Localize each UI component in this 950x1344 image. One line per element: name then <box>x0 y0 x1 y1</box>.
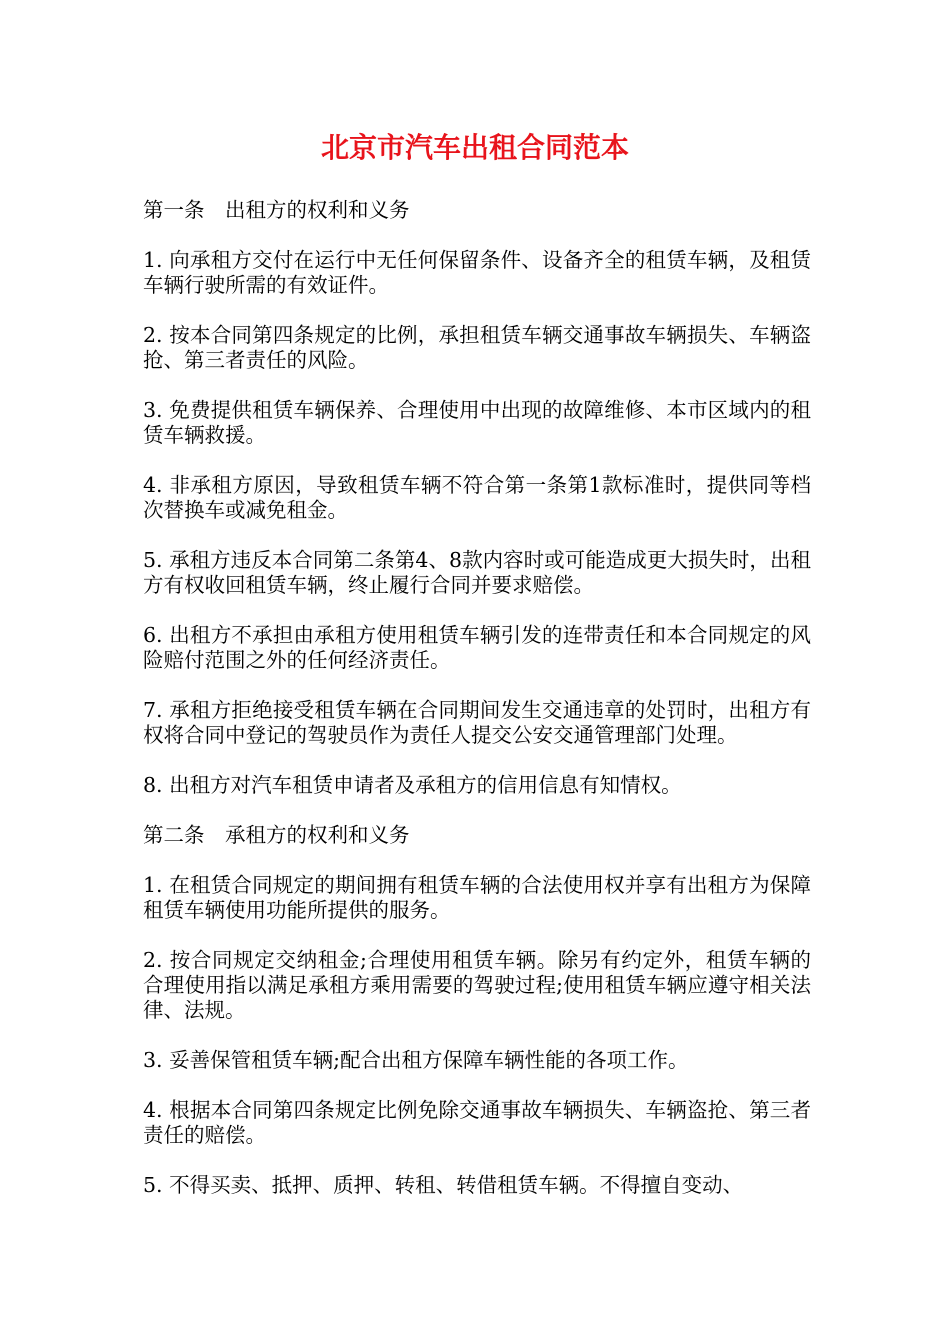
clause-1-7: 7. 承租方拒绝接受租赁车辆在合同期间发生交通违章的处罚时，出租方有权将合同中登记的驾驶员作为责任人提交公安交通管理部门处理。 <box>143 698 811 747</box>
clause-1-2: 2. 按本合同第四条规定的比例，承担租赁车辆交通事故车辆损失、车辆盗抢、第三者责任的风险。 <box>143 323 811 372</box>
clause-2-4: 4. 根据本合同第四条规定比例免除交通事故车辆损失、车辆盗抢、第三者责任的赔偿。 <box>143 1098 811 1147</box>
clause-2-2: 2. 按合同规定交纳租金;合理使用租赁车辆。除另有约定外，租赁车辆的合理使用指以满足承租方乘用需要的驾驶过程;使用租赁车辆应遵守相关法律、法规。 <box>143 948 811 1022</box>
document-body <box>143 198 811 1223</box>
clause-1-1: 1. 向承租方交付在运行中无任何保留条件、设备齐全的租赁车辆，及租赁车辆行驶所需的有效证件。 <box>143 248 811 297</box>
document-title: 北京市汽车出租合同范本 <box>320 131 629 164</box>
clause-1-3: 3. 免费提供租赁车辆保养、合理使用中出现的故障维修、本市区域内的租赁车辆救援。 <box>143 398 811 447</box>
clause-1-4: 4. 非承租方原因，导致租赁车辆不符合第一条第1款标准时，提供同等档次替换车或减免租金。 <box>143 473 811 522</box>
section-heading-2: 第二条 承租方的权利和义务 <box>143 823 410 847</box>
clause-1-5: 5. 承租方违反本合同第二条第4、8款内容时或可能造成更大损失时，出租方有权收回租赁车辆，终止履行合同并要求赔偿。 <box>143 548 811 597</box>
clause-2-3: 3. 妥善保管租赁车辆;配合出租方保障车辆性能的各项工作。 <box>143 1048 689 1072</box>
section-heading-1: 第一条 出租方的权利和义务 <box>143 198 410 222</box>
clause-1-6: 6. 出租方不承担由承租方使用租赁车辆引发的连带责任和本合同规定的风险赔付范围之外的任何经济责任。 <box>143 623 811 672</box>
clause-2-5: 5. 不得买卖、抵押、质押、转租、转借租赁车辆。不得擅自变动、 <box>143 1173 744 1197</box>
clause-2-1: 1. 在租赁合同规定的期间拥有租赁车辆的合法使用权并享有出租方为保障租赁车辆使用功能所提供的服务。 <box>143 873 811 922</box>
clause-1-8: 8. 出租方对汽车租赁申请者及承租方的信用信息有知情权。 <box>143 773 682 797</box>
